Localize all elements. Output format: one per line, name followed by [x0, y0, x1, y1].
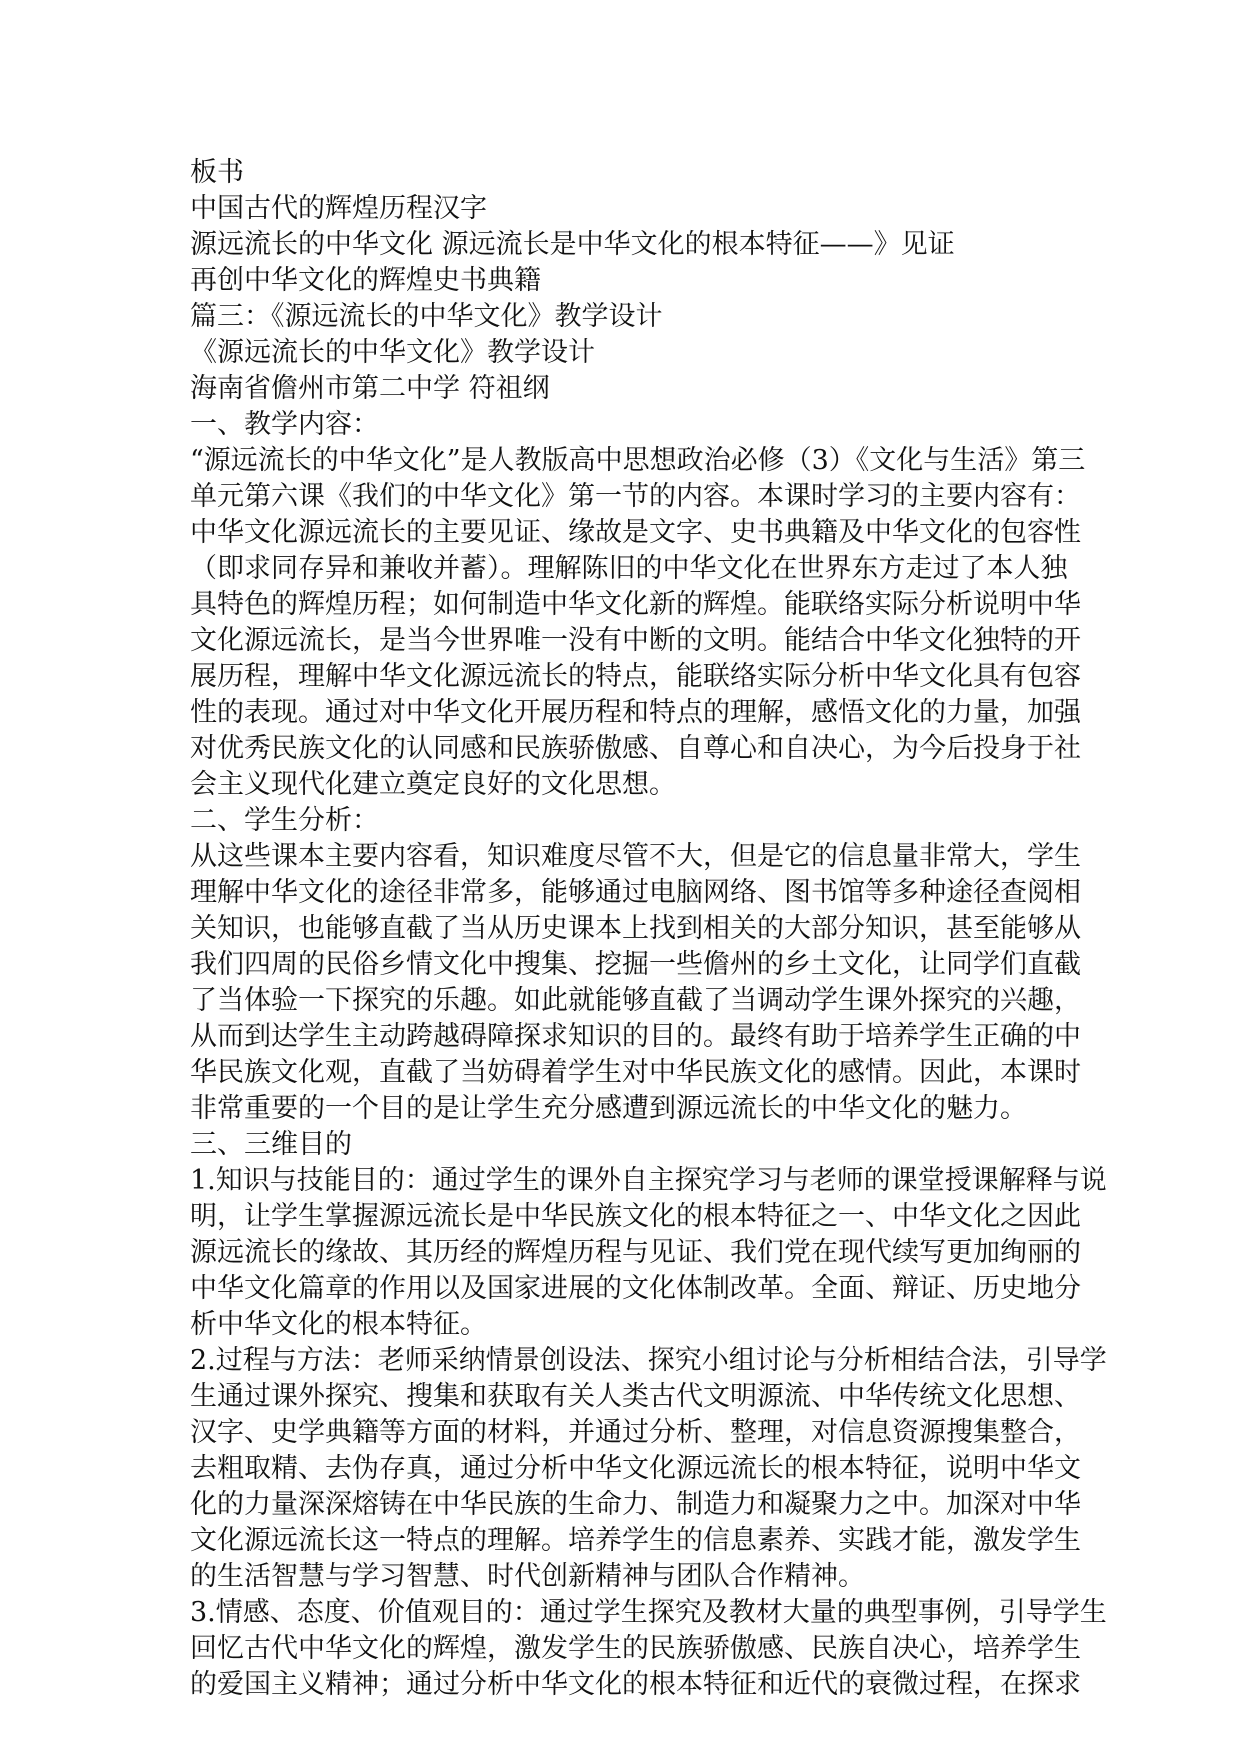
text-line: 理解中华文化的途径非常多，能够通过电脑网络、图书馆等多种途径查阅相	[190, 877, 1081, 908]
text-line: （即求同存异和兼收并蓄）。理解陈旧的中华文化在世界东方走过了本人独	[190, 553, 1068, 584]
text-line: 源远流长的中华文化 源远流长是中华文化的根本特征——》见证	[190, 229, 955, 260]
text-line: 华民族文化观，直截了当妨碍着学生对中华民族文化的感情。因此，本课时	[190, 1057, 1081, 1088]
text-line: 汉字、史学典籍等方面的材料，并通过分析、整理，对信息资源搜集整合，	[190, 1417, 1081, 1448]
text-line: 明，让学生掌握源远流长是中华民族文化的根本特征之一、中华文化之因此	[190, 1201, 1081, 1232]
text-line: 的生活智慧与学习智慧、时代创新精神与团队合作精神。	[190, 1561, 865, 1592]
text-line: 单元第六课《我们的中华文化》第一节的内容。本课时学习的主要内容有：	[190, 481, 1081, 512]
text-line: 中华文化源远流长的主要见证、缘故是文字、史书典籍及中华文化的包容性	[190, 517, 1081, 548]
document-title: 《源远流长的中华文化》教学设计	[190, 337, 595, 368]
text-line: 析中华文化的根本特征。	[190, 1309, 487, 1340]
heading-three-dimensional-goals: 三、三维目的	[190, 1129, 352, 1160]
text-line: 性的表现。通过对中华文化开展历程和特点的理解，感悟文化的力量，加强	[190, 697, 1081, 728]
document-page	[190, 155, 1107, 1703]
text-line: 对优秀民族文化的认同感和民族骄傲感、自尊心和自决心，为今后投身于社	[190, 733, 1081, 764]
text-line: 文化源远流长，是当今世界唯一没有中断的文明。能结合中华文化独特的开	[190, 625, 1081, 656]
text-line: 3.情感、态度、价值观目的：通过学生探究及教材大量的典型事例，引导学生	[190, 1597, 1107, 1628]
text-line: 中华文化篇章的作用以及国家进展的文化体制改革。全面、辩证、历史地分	[190, 1273, 1081, 1304]
text-line: 的爱国主义精神；通过分析中华文化的根本特征和近代的衰微过程，在探求	[190, 1669, 1081, 1700]
text-line: 2.过程与方法：老师采纳情景创设法、探究小组讨论与分析相结合法，引导学	[190, 1345, 1107, 1376]
text-line: 非常重要的一个目的是让学生充分感遭到源远流长的中华文化的魅力。	[190, 1093, 1027, 1124]
text-line: 从而到达学生主动跨越碍障探求知识的目的。最终有助于培养学生正确的中	[190, 1021, 1081, 1052]
text-line: 中国古代的辉煌历程汉字	[190, 193, 487, 224]
text-line: 从这些课本主要内容看，知识难度尽管不大，但是它的信息量非常大，学生	[190, 841, 1081, 872]
text-line: 生通过课外探究、搜集和获取有关人类古代文明源流、中华传统文化思想、	[190, 1381, 1081, 1412]
text-line: 文化源远流长这一特点的理解。培养学生的信息素养、实践才能，激发学生	[190, 1525, 1081, 1556]
text-line: 展历程，理解中华文化源远流长的特点，能联络实际分析中华文化具有包容	[190, 661, 1081, 692]
heading-teaching-content: 一、教学内容：	[190, 409, 379, 440]
text-line: 会主义现代化建立奠定良好的文化思想。	[190, 769, 676, 800]
text-line: 我们四周的民俗乡情文化中搜集、挖掘一些儋州的乡土文化，让同学们直截	[190, 949, 1081, 980]
text-line: 源远流长的缘故、其历经的辉煌历程与见证、我们党在现代续写更加绚丽的	[190, 1237, 1081, 1268]
text-line: 化的力量深深熔铸在中华民族的生命力、制造力和凝聚力之中。加深对中华	[190, 1489, 1081, 1520]
author-line: 海南省儋州市第二中学 符祖纲	[190, 373, 550, 404]
text-line: 回忆古代中华文化的辉煌，激发学生的民族骄傲感、民族自决心，培养学生	[190, 1633, 1081, 1664]
text-line: 1.知识与技能目的：通过学生的课外自主探究学习与老师的课堂授课解释与说	[190, 1165, 1107, 1196]
section-title: 篇三：《源远流长的中华文化》教学设计	[190, 301, 663, 332]
text-line: “源远流长的中华文化”是人教版高中思想政治必修（3）《文化与生活》第三	[190, 445, 1086, 476]
text-line: 再创中华文化的辉煌史书典籍	[190, 265, 541, 296]
text-line: 了当体验一下探究的乐趣。如此就能够直截了当调动学生课外探究的兴趣，	[190, 985, 1081, 1016]
heading-student-analysis: 二、学生分析：	[190, 805, 379, 836]
text-line: 板书	[190, 157, 244, 188]
text-line: 去粗取精、去伪存真，通过分析中华文化源远流长的根本特征，说明中华文	[190, 1453, 1081, 1484]
text-line: 关知识，也能够直截了当从历史课本上找到相关的大部分知识，甚至能够从	[190, 913, 1081, 944]
text-line: 具特色的辉煌历程；如何制造中华文化新的辉煌。能联络实际分析说明中华	[190, 589, 1081, 620]
